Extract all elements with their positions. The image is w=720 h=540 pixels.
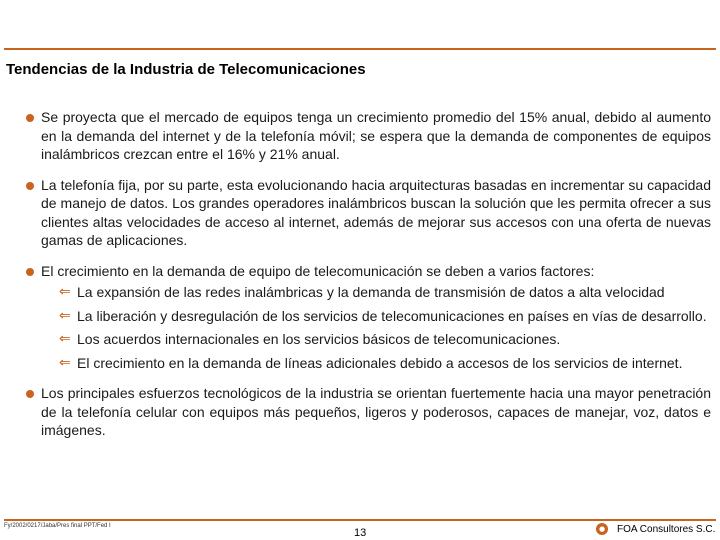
- header-rule: [4, 48, 716, 50]
- sub-bullet-item: [59, 330, 711, 349]
- arrow-bullet-icon: ⇐: [59, 284, 71, 300]
- footer-file-path: Fy/2002/0217/Jaba/Pres final PPT/Fed I: [4, 523, 111, 529]
- bullet-item: [22, 176, 711, 250]
- bullet-text: Se proyecta que el mercado de equipos tenga un crecimiento promedio del 15% anual, debido al aumento en la demanda del internet y de la telefonía móvil; se espera que la demanda de componentes de equipos inalámbricos crezcan entre el 16% y 21% anual.: [41, 109, 711, 162]
- arrow-bullet-icon: ⇐: [59, 307, 71, 324]
- bullet-dot-icon: [26, 390, 34, 398]
- sub-bullet-item: [59, 307, 711, 326]
- bullet-item: [22, 108, 711, 164]
- bullet-text: Los principales esfuerzos tecnológicos de la industria se orientan fuertemente hacia una mayor penetración de la telefonía celular con equipos más pequeños, ligeros y poderosos, capaces de manejar, voz, datos e imágenes.: [41, 385, 711, 438]
- sub-bullet-text: Los acuerdos internacionales en los servicios básicos de telecomunicaciones.: [77, 331, 561, 347]
- arrow-bullet-icon: ⇐: [59, 354, 71, 371]
- sub-bullet-item: [59, 283, 711, 302]
- sub-bullet-text: El crecimiento en la demanda de líneas adicionales debido a accesos de los servicios de internet.: [77, 354, 683, 371]
- bullet-text: La telefonía fija, por su parte, esta evolucionando hacia arquitecturas basadas en incrementar su capacidad de manejo de datos. Los grandes operadores inalámbricos buscan la solución que les permita ofrecer a sus clientes altas velocidades de acceso al internet, además de mejorar sus accesos con una oferta de nuevas gamas de aplicaciones.: [41, 176, 711, 248]
- slide-title: Tendencias de la Industria de Telecomunicaciones: [6, 61, 366, 78]
- sub-bullet-item: [59, 354, 711, 373]
- footer-brand: FOA Consultores S.C.: [617, 524, 716, 535]
- bullet-dot-icon: [26, 114, 34, 122]
- bullet-item: [22, 384, 711, 440]
- sub-bullet-text: La liberación y desregulación de los servicios de telecomunicaciones en países en vías de desarrollo.: [77, 307, 707, 324]
- arrow-bullet-icon: ⇐: [59, 331, 71, 347]
- sub-bullet-list: [41, 283, 711, 372]
- bullet-list: [22, 108, 711, 452]
- footer-rule: [4, 519, 716, 521]
- sub-bullet-text: La expansión de las redes inalámbricas y la demanda de transmisión de datos a alta velocidad: [77, 284, 665, 300]
- bullet-item: [22, 262, 711, 373]
- bullet-dot-icon: [26, 182, 34, 190]
- foa-logo-icon: ●: [596, 523, 608, 535]
- page-number: 13: [354, 527, 367, 539]
- bullet-dot-icon: [26, 268, 34, 276]
- bullet-text: El crecimiento en la demanda de equipo de telecomunicación se deben a varios factores:: [41, 262, 595, 279]
